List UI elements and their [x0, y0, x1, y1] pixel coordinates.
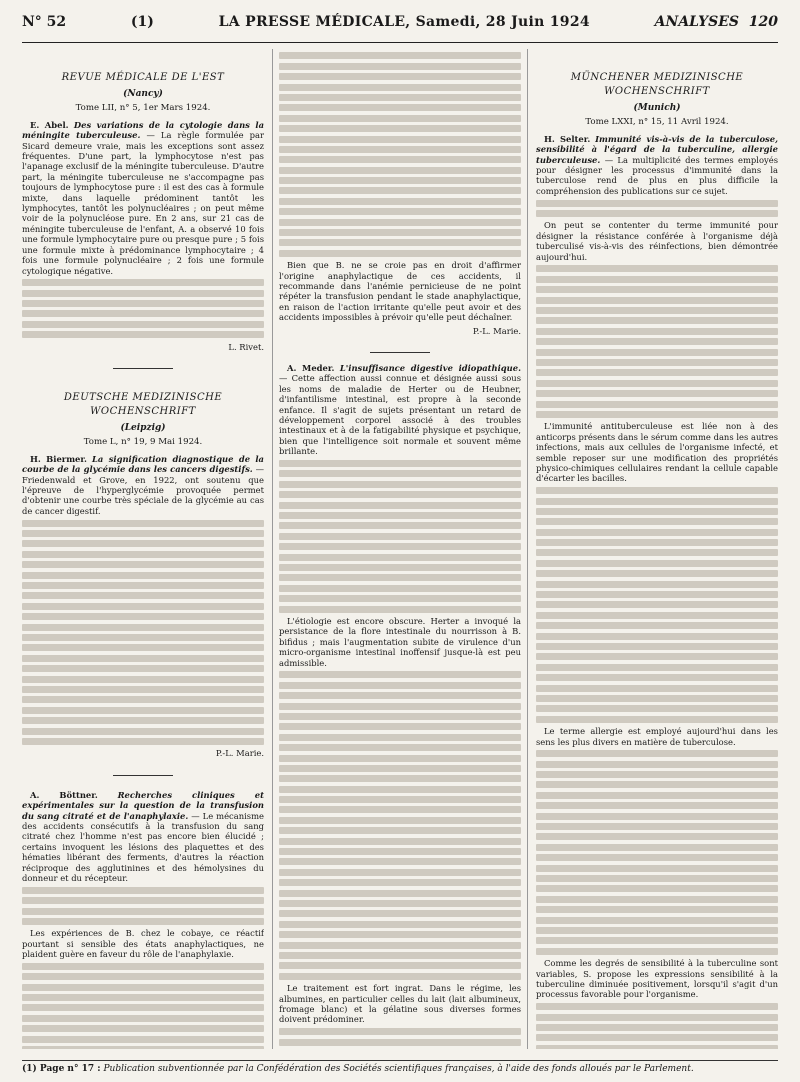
page-number: 120 [748, 14, 778, 30]
footer-label: (1) Page n° 17 : [22, 1064, 101, 1074]
journal-title: MÜNCHENER MEDIZINISCHE WOCHENSCHRIFT [570, 72, 744, 97]
journal-title: REVUE MÉDICALE DE L'EST [61, 72, 225, 83]
page-header [22, 14, 778, 43]
column-2: Bien que B. ne se croie pas en droit d'affirmer l'origine anaphylactique de ces accidents, il recommande dans l'anémie pernicieuse de ne point répéter la transfusion pendant le stade anaphylactique, en raison de l'action irritante qu'elle peut avoir et des accidents impossibles à prévoir qu'elle peut déchaîner. P.-L. Marie. A. Meder. L'insuffisance digestive idiopathique. — Cette affection aussi connue et désignée aussi sous les noms de maladie de Herter ou de Heubner, d'infantilisme intestinal, est propre à la seconde enfance. Il s'agit de sujets présentant un retard de développement corporel associé à des troubles intestinaux et à de la fatigabilité physique et psychique, bien que l'intelligence soit normale et souvent même brillante. L'étiologie est encore obscure. Herter a invoqué la persistance de la flore intestinale du nourrisson à B. bifidus ; mais l'augmentation subite de virulence d'un micro-organisme intestinal inoffensif jusque-là est peu admissible. Le traitement est fort ingrat. Dans le régime, les albumines, en particulier celles du lait (lait albumineux, fromage blanc) et la gélatine sous diverses formes doivent prédominer. [272, 49, 528, 1049]
issue-number: N° 52 [22, 14, 67, 30]
page-ref: (1) [130, 14, 154, 30]
article-bottner-continued: Bien que B. ne se croie pas en droit d'affirmer l'origine anaphylactique de ces accidents, il recommande dans l'anémie pernicieuse de ne point répéter la transfusion pendant le stade anaphylactique, en raison de l'action irritante qu'elle peut avoir et des accidents impossibles à prévoir qu'elle peut déchaîner. [279, 260, 521, 323]
journal-issue: Tome L, n° 19, 9 Mai 1924. [83, 437, 203, 448]
journal-issue: Tome LXXI, n° 15, 11 Avril 1924. [585, 117, 729, 128]
signature: L. Rivet. [228, 341, 264, 352]
column-1: REVUE MÉDICALE DE L'EST (Nancy) Tome LII, n° 5, 1er Mars 1924. E. Abel. Des variations de la cytologie dans la méningite tuberculeuse. — La règle formulée par Sicard demeure vraie, mais les exceptions sont assez fréquentes. D'une part, la lymphocytose n'est pas l'apanage exclusif de la méningite tuberculeuse. D'autre part, la méningite tuberculeuse ne s'accompagne pas toujours de lymphocytose pure : il est des cas à formule mixte, dans laquelle prédominent tantôt les lymphocytes, tantôt les polynucléaires ; on peut même voir de la polynucléose pure. En 2 ans, sur 21 cas de méningite tuberculeuse de l'enfant, A. a observé 10 fois une formule lymphocytaire pure ou presque pure ; 5 fois une formule mixte à prédominance lymphocytaire ; 4 fois une formule polynucléaire ; 2 fois une formule cytologique négative. L. Rivet. DEUTSCHE MEDIZINISCHE WOCHENSCHRIFT (Leipzig) Tome L, n° 19, 9 Mai 1924. H. Biermer. La signification diagnostique de la courbe de la glycémie dans les cancers digestifs. — Friedenwald et Grove, en 1922, ont soutenu que l'épreuve de l'hyperglycémie provoquée permet d'obtenir une courbe très spéciale de la glycémie au cas de cancer digestif. P.-L. Marie. A. Böttner. Recherches cliniques et expérimentales sur la question de la transfusion du sang citraté et de l'anaphylaxie. — Le mécanisme des accidents consécutifs à la transfusion du sang citraté chez l'homme n'est pas encore bien élucidé ; certains invoquent les lésions des plaquettes et des hématies libérant des ferments, d'autres la réaction réciproque des agglutinines et des hémolysines du donneur et du récepteur. Les expériences de B. chez le cobaye, ce réactif pourtant si sensible des états anaphylactiques, ne plaident guère en faveur du rôle de l'anaphylaxie. [22, 49, 264, 1049]
column-3: MÜNCHENER MEDIZINISCHE WOCHENSCHRIFT (Munich) Tome LXXI, n° 15, 11 Avril 1924. H. Selter. Immunité vis-à-vis de la tuberculose, sensibilité à l'égard de la tuberculine, allergie tuberculeuse. — La multiplicité des termes employés pour désigner les processus d'immunité dans la tuberculose rend de plus en plus difficile la compréhension des publications sur ce sujet. On peut se contenter du terme immunité pour désigner la résistance conférée à l'organisme déjà tuberculisé vis-à-vis des réinfections, bien démontrée aujourd'hui. L'immunité antituberculeuse est liée non à des anticorps présents dans le sérum comme dans les autres infections, mais aux cellules de l'organisme infecté, et semble reposer sur une modification des propriétés physico-chimiques cellulaires rendant la cellule capable d'écarter les bacilles. Le terme allergie est employé aujourd'hui dans les sens les plus divers en matière de tuberculose. Comme les degrés de sensibilité à la tuberculine sont variables, S. propose les expressions sensibilité à la tuberculine diminuée positivement, lorsqu'il s'agit d'un processus favorable pour l'organisme. [536, 49, 778, 1049]
article-abel: E. Abel. Des variations de la cytologie dans la méningite tuberculeuse. — La règle formulée par Sicard demeure vraie, mais les exceptions sont assez fréquentes. D'une part, la lymphocytose n'est pas l'apanage exclusif de la méningite tuberculeuse. D'autre part, la méningite tuberculeuse ne s'accompagne pas toujours de lymphocytose pure : il est des cas à formule mixte, dans laquelle prédominent tantôt les lymphocytes, tantôt les polynucléaires ; on peut même voir de la polynucléose pure. En 2 ans, sur 21 cas de méningite tuberculeuse de l'enfant, A. a observé 10 fois une formule lymphocytaire pure ou presque pure ; 5 fois une formule mixte à prédominance lymphocytaire ; 4 fois une formule polynucléaire ; 2 fois une formule cytologique négative. [22, 119, 264, 276]
signature: P.-L. Marie. [215, 748, 264, 759]
journal-city: (Munich) [633, 103, 681, 113]
page-footer [22, 1060, 778, 1074]
article-meder: A. Meder. L'insuffisance digestive idiopathique. — Cette affection aussi connue et désignée aussi sous les noms de maladie de Herter ou de Heubner, d'infantilisme intestinal, est propre à la seconde enfance. Il s'agit de sujets présentant un retard de développement corporel associé à des troubles intestinaux et à de la fatigabilité physique et psychique, bien que l'intelligence soit normale et souvent même brillante. [279, 363, 521, 457]
journal-title: DEUTSCHE MEDIZINISCHE WOCHENSCHRIFT [63, 392, 223, 418]
journal-city: (Nancy) [123, 89, 163, 99]
journal-masthead: LA PRESSE MÉDICALE, Samedi, 28 Juin 1924 [218, 14, 590, 30]
article-bottner: A. Böttner. Recherches cliniques et expérimentales sur la question de la transfusion du sang citraté et de l'anaphylaxie. — Le mécanisme des accidents consécutifs à la transfusion du sang citraté chez l'homme n'est pas encore bien élucidé ; certains invoquent les lésions des plaquettes et des hématies libérant des ferments, d'autres la réaction réciproque des agglutinines et des hémolysines du donneur et du récepteur. [22, 789, 264, 883]
article-biermer: H. Biermer. La signification diagnostique de la courbe de la glycémie dans les cancers digestifs. — Friedenwald et Grove, en 1922, ont soutenu que l'épreuve de l'hyperglycémie provoquée permet d'obtenir une courbe très spéciale de la glycémie au cas de cancer digestif. [22, 453, 264, 516]
footer-text: Publication subventionnée par la Confédération des Sociétés scientifiques françaises, à l'aide des fonds alloués par le Parlement. [103, 1064, 694, 1074]
signature: P.-L. Marie. [472, 325, 521, 336]
section-title: ANALYSES 120 [654, 14, 778, 30]
journal-issue: Tome LII, n° 5, 1er Mars 1924. [75, 103, 211, 114]
journal-city: (Leipzig) [120, 423, 166, 434]
article-selter: H. Selter. Immunité vis-à-vis de la tuberculose, sensibilité à l'égard de la tuberculine, allergie tuberculeuse. — La multiplicité des termes employés pour désigner les processus d'immunité dans la tuberculose rend de plus en plus difficile la compréhension des publications sur ce sujet. [536, 133, 778, 196]
